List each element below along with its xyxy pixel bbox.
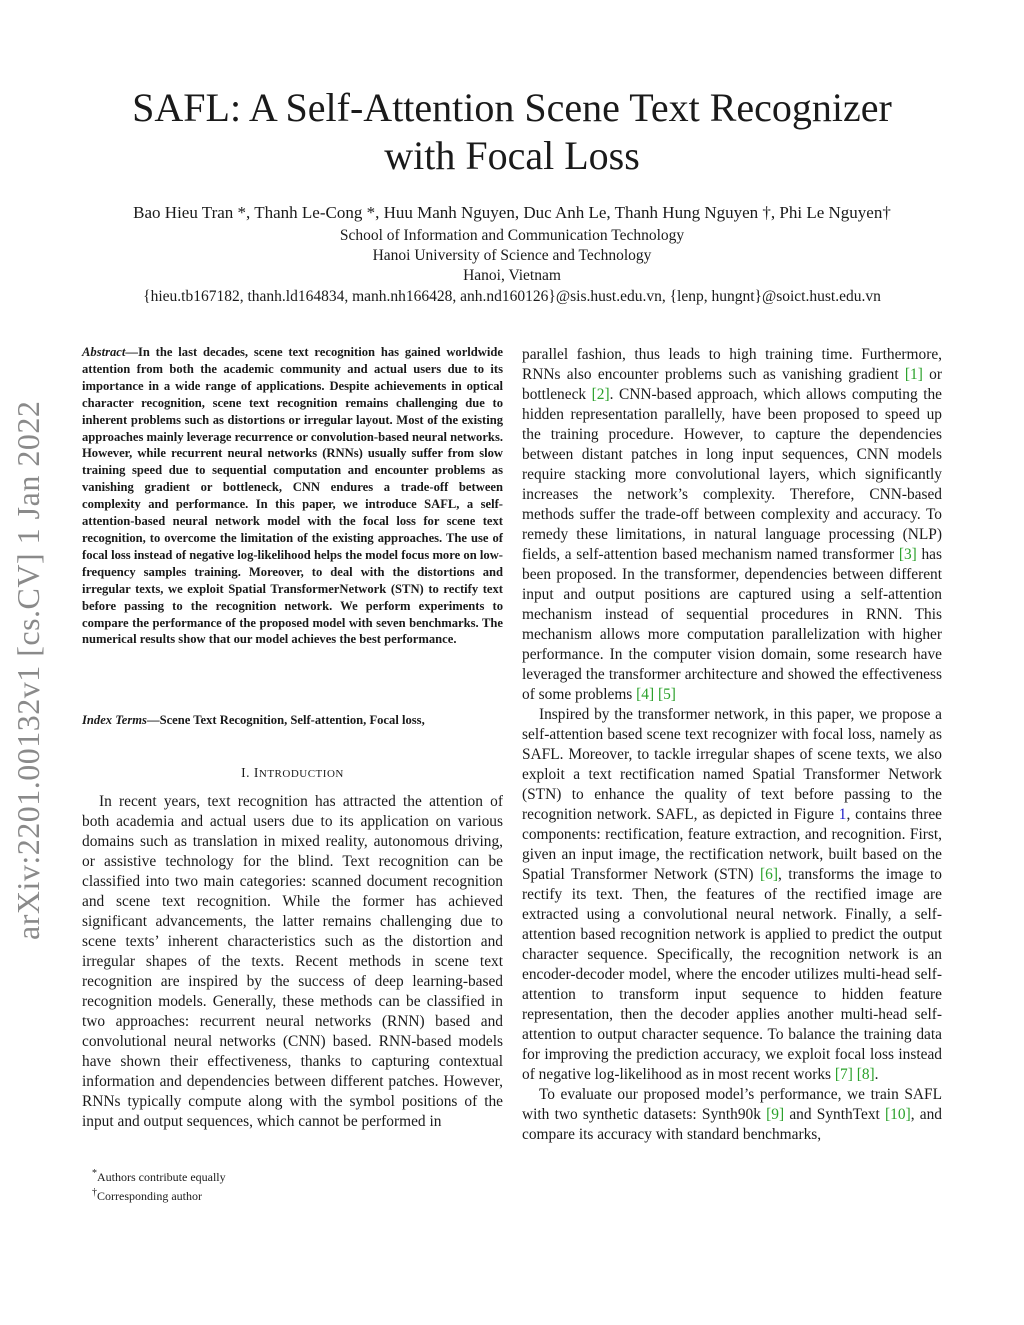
text-run: , contains three components: rectification, feature extraction, and recognition. First, given an input image, the rectification network, built based on the Spatial Transformer Network (STN)	[522, 806, 942, 883]
citation-link[interactable]: [3]	[898, 546, 917, 563]
citation-link[interactable]: [7]	[834, 1066, 853, 1083]
citation-link[interactable]: [9]	[766, 1106, 785, 1123]
footnote-star-text: Authors contribute equally	[97, 1170, 226, 1184]
text-run: parallel fashion, thus leads to high training time. Furthermore, RNNs also encounter problems such as vanishing gradient	[522, 346, 942, 383]
index-terms	[82, 712, 503, 729]
footnote-dagger-text: Corresponding author	[97, 1189, 202, 1203]
citation-link[interactable]: [5]	[657, 686, 676, 703]
text-run: and SynthText	[784, 1106, 886, 1123]
footnote-corresponding	[92, 1185, 226, 1204]
right-column	[522, 345, 942, 1145]
abstract-label: Abstract	[82, 345, 126, 359]
affiliation-university: Hanoi University of Science and Technology	[372, 247, 652, 264]
section-initial: I	[253, 765, 259, 780]
citation-link[interactable]: [8]	[856, 1066, 875, 1083]
right-paragraph-1	[522, 345, 942, 705]
paper-title	[0, 84, 1024, 180]
footnote-dagger-mark: †	[92, 1187, 97, 1198]
citation-link[interactable]: [2]	[591, 386, 610, 403]
text-run: Inspired by the transformer network, in this paper, we propose a self-attention based scene text recognizer with focal loss, namely as SAFL. Moreover, to tackle irregular shapes of scene texts, we also exploit a text rectification named Spatial Transformer Network (STN) to enhance the quality of text before passing to the recognition network. SAFL, as depicted in Figure	[522, 706, 942, 823]
figure-link[interactable]: 1	[838, 806, 847, 823]
affiliation-school: School of Information and Communication Technology	[339, 227, 685, 244]
section-heading-introduction	[82, 765, 503, 781]
citation-link[interactable]: [6]	[760, 866, 778, 883]
index-terms-text: —Scene Text Recognition, Self-attention, Focal loss,	[146, 713, 425, 727]
section-number: I.	[241, 765, 254, 780]
text-run: To evaluate our proposed model’s performance, we train SAFL with two synthetic datasets: Synth90k	[522, 1086, 942, 1123]
author-emails: {hieu.tb167182, thanh.ld164834, manh.nh166428, anh.nd160126}@sis.hust.edu.vn, {lenp, hungnt}@soict.hust.edu.vn	[143, 288, 881, 305]
right-paragraph-3	[522, 1085, 942, 1145]
footnotes	[92, 1166, 226, 1204]
affiliation-city: Hanoi, Vietnam	[463, 267, 561, 284]
section-title-rest: NTRODUCTION	[258, 768, 344, 780]
citation-link[interactable]: [1]	[904, 366, 923, 383]
text-run: , transforms the image to rectify its text. Then, the features of the rectified image are extracted using a convolutional neural network. Finally, a self-attention based recognition network is applied to predict the output character sequence. Specifically, the recognition network is an encoder-decoder model, where the encoder utilizes multi-head self-attention to transform input sequence to hidden feature representation, then the decoder applies another multi-head self-attention to output character sequence. To balance the training data for improving the prediction accuracy, we exploit focal loss instead of negative log-likelihood as in most recent works	[522, 866, 942, 1083]
author-list: Bao Hieu Tran *, Thanh Le-Cong *, Huu Manh Nguyen, Duc Anh Le, Thanh Hung Nguyen †, Phi Le Nguyen†	[133, 203, 891, 222]
footnote-equal-contribution	[92, 1166, 226, 1185]
text-run: , and compare its accuracy with standard benchmarks,	[522, 1106, 942, 1143]
title-line-2: with Focal Loss	[384, 133, 640, 178]
text-run: has been proposed. In the transformer, dependencies between different input and output positions are captured using a self-attention mechanism instead of sequential procedures in RNN. This mechanism allows more computation parallelization with higher performance. In the computer vision domain, some research have leveraged the transformer architecture and showed the effectiveness of some problems	[522, 546, 942, 703]
title-line-1: SAFL: A Self-Attention Scene Text Recognizer	[132, 85, 892, 130]
intro-text: In recent years, text recognition has attracted the attention of both academia and actual users due to its application on various domains such as translation in mixed reality, autonomous driving, or assistive technology for the blind. Text recognition can be classified into two main categories: scanned document recognition and scene text recognition. While the former has achieved significant advancements, the latter remains challenging due to scene texts’ inherent characteristics such as the distortion and irregular shapes of the texts. Recent methods in scene text recognition are inspired by the success of deep learning-based recognition models. Generally, these methods can be classified in two approaches: recurrent neural networks (RNN) based and convolutional neural networks (CNN) based. RNN-based models have shown their effectiveness, thanks to capturing contextual information and dependencies between different patches. However, RNNs typically compute along with the symbol positions of the input and output sequences, which cannot be performed in	[82, 793, 503, 1130]
abstract-text: —In the last decades, scene text recognition has gained worldwide attention from both the academic community and actual users due to its importance in a wide range of applications. Despite achievements in optical character recognition, scene text recognition remains challenging due to inherent problems such as distortions or irregular layout. Most of the existing approaches mainly leverage recurrence or convolution-based neural networks. However, while recurrent neural networks (RNNs) usually suffer from slow training speed due to sequential computation and encounter problems as vanishing gradient or bottleneck, CNN endures a trade-off between complexity and performance. In this paper, we introduce SAFL, a self-attention-based neural network model with the focal loss for scene text recognition, to overcome the limitation of the existing approaches. The use of focal loss instead of negative log-likelihood helps the model focus more on low-frequency samples training. Moreover, to deal with the distortions and irregular texts, we exploit Spatial TransformerNetwork (STN) to rectify text before passing to the recognition network. We perform experiments to compare the performance of the proposed model with seven benchmarks. The numerical results show that our model achieves the best performance.	[82, 345, 503, 647]
footnote-star-mark: *	[92, 1168, 97, 1179]
abstract	[82, 344, 503, 648]
text-run: or bottleneck	[522, 366, 942, 403]
citation-link[interactable]: [10]	[885, 1106, 911, 1123]
text-run: . CNN-based approach, which allows computing the hidden representation parallelly, have been proposed to speed up the training procedure. However, to capture the dependencies between distant patches in long input sequences, CNN models require stacking more convolutional layers, which significantly increases the network’s complexity. Therefore, CNN-based methods suffer the trade-off between complexity and accuracy. To remedy these limitations, in natural language processing (NLP) fields, a self-attention based mechanism named transformer	[522, 386, 942, 563]
index-terms-label: Index Terms	[82, 713, 147, 727]
text-run: .	[874, 1066, 879, 1083]
citation-link[interactable]: [4]	[636, 686, 655, 703]
right-paragraph-2	[522, 705, 942, 1085]
intro-paragraph-left	[82, 792, 503, 1132]
arxiv-identifier: arXiv:2201.00132v1 [cs.CV] 1 Jan 2022	[10, 400, 46, 940]
